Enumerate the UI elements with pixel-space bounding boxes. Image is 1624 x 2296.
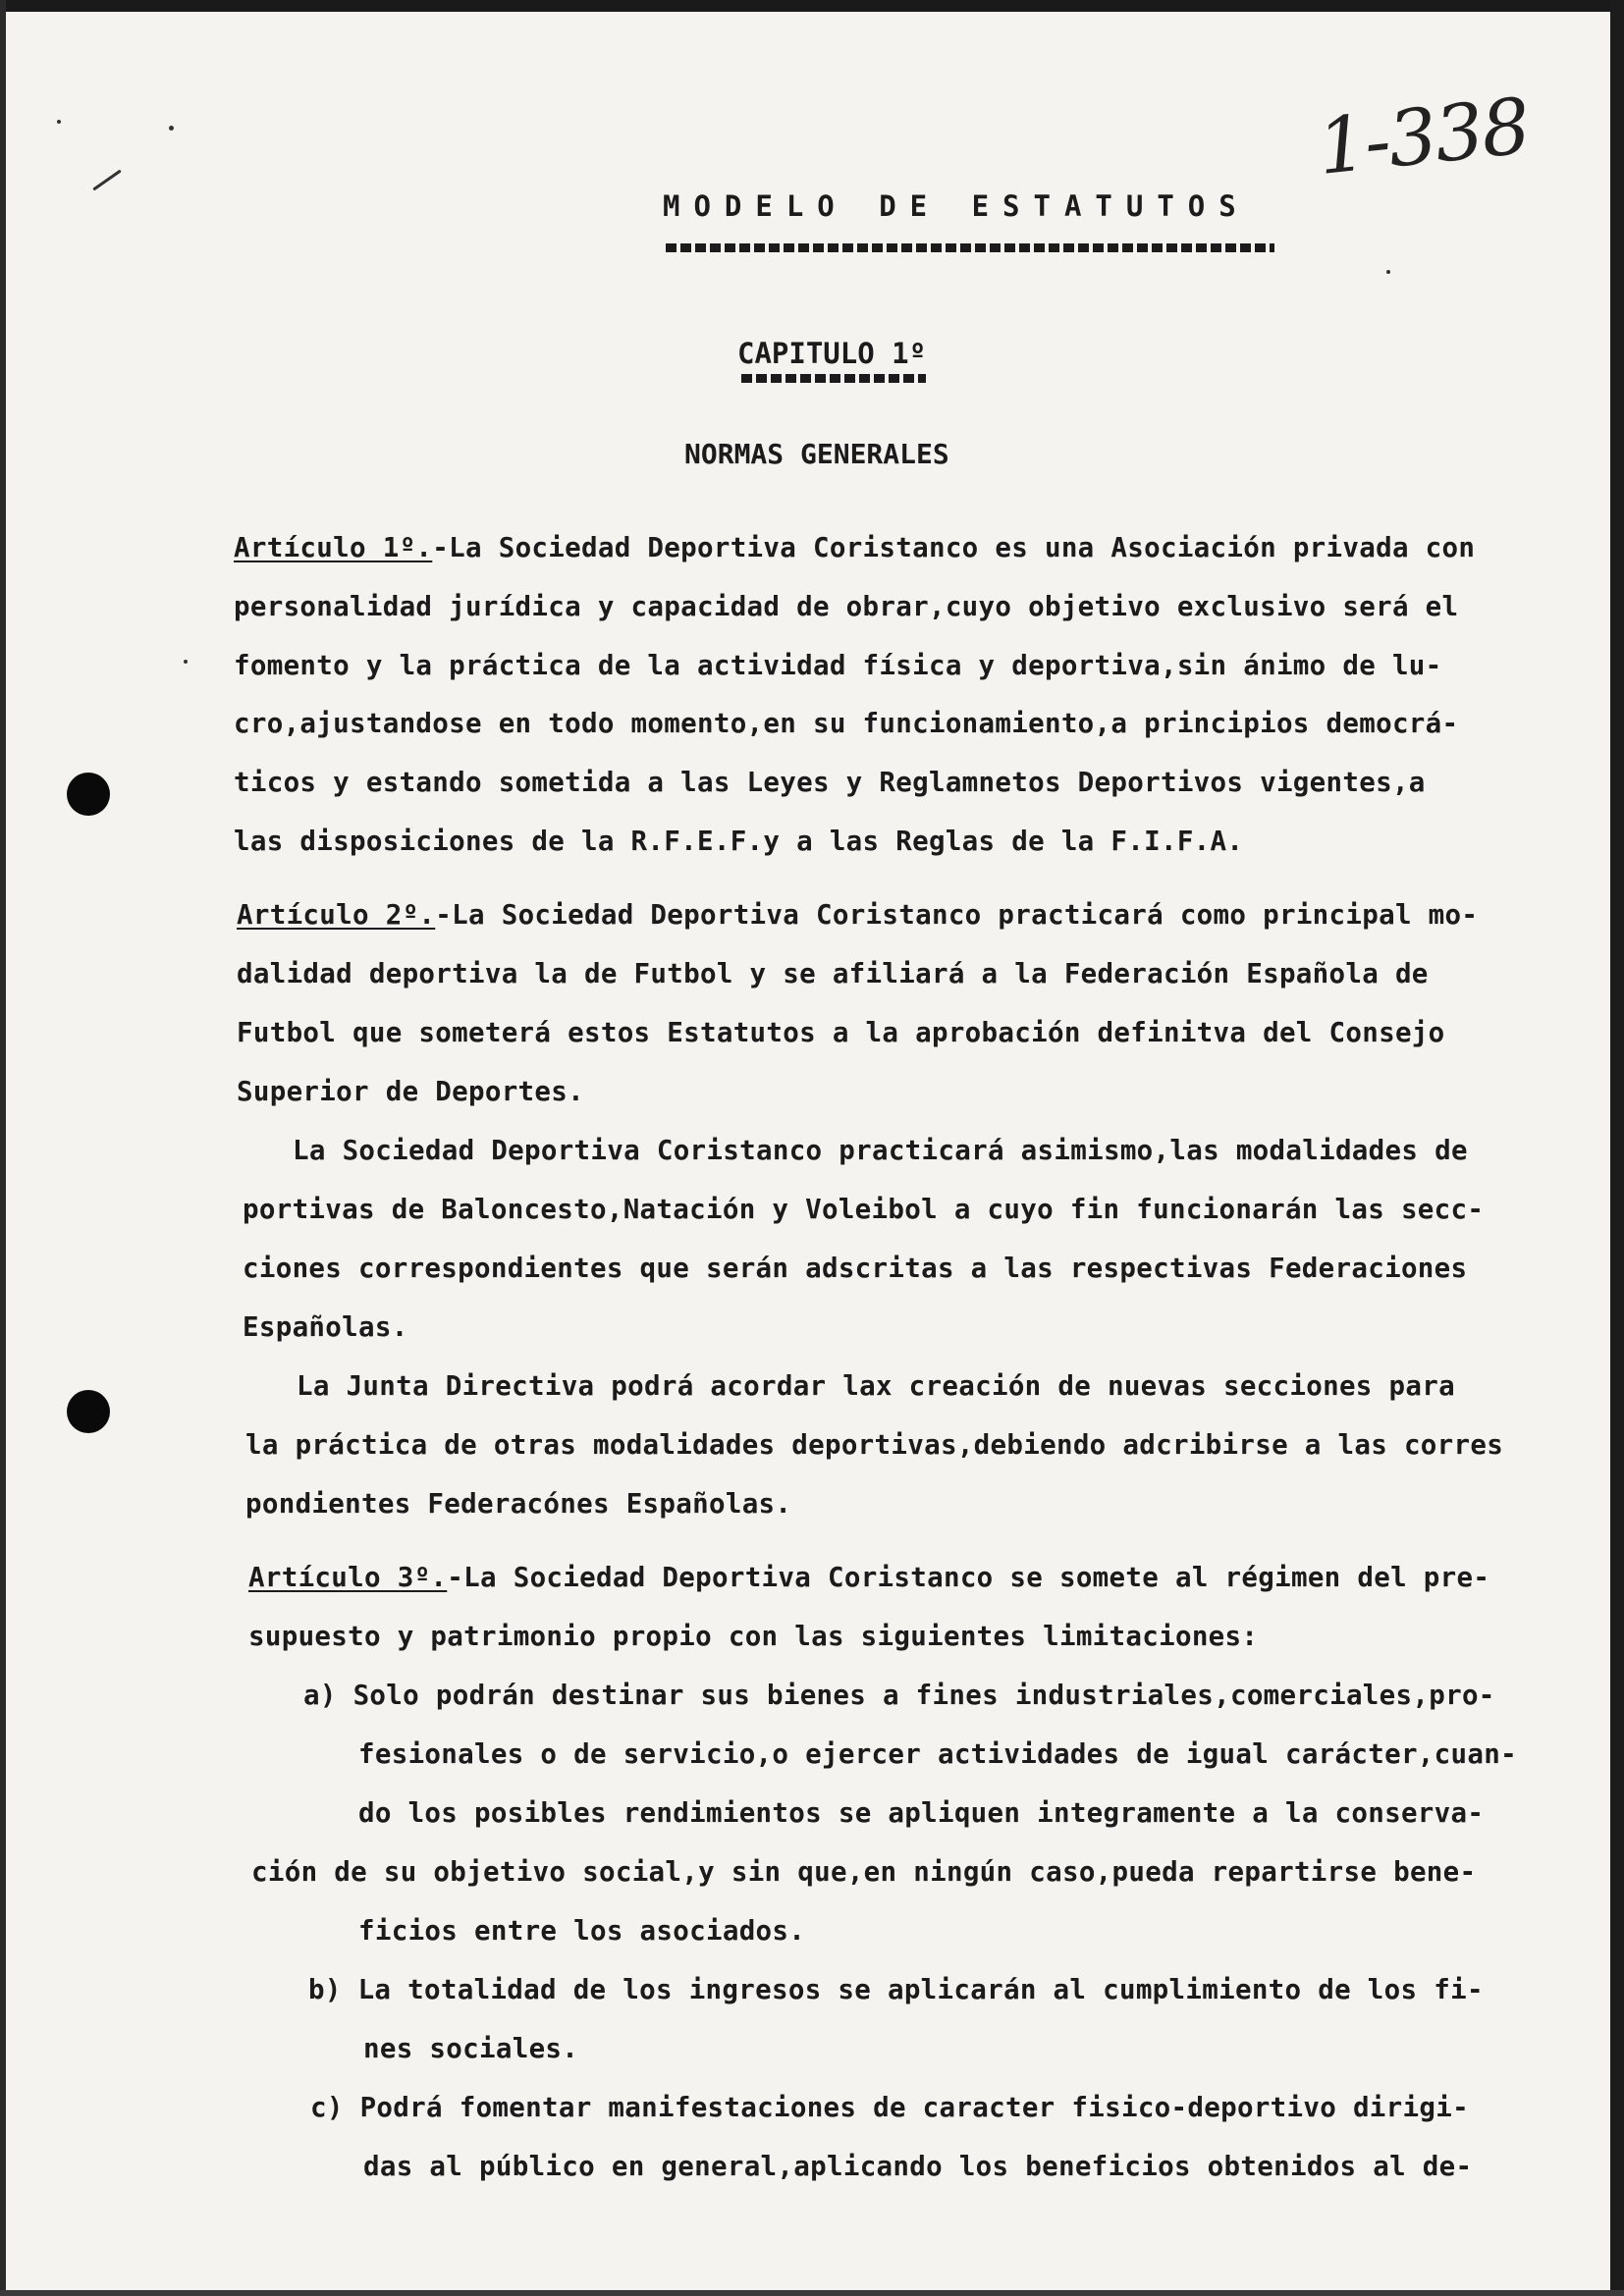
article-label: Artículo 1º.	[234, 532, 433, 563]
text-line: Artículo 3º.-La Sociedad Deportiva Coristanco se somete al régimen del pre-	[248, 1562, 1490, 1593]
text-line: ticos y estando sometida a las Leyes y Reglamnetos Deportivos vigentes,a	[234, 767, 1426, 798]
text-line: supuesto y patrimonio propio con las siguientes limitaciones:	[248, 1621, 1259, 1652]
list-item-line: c) Podrá fomentar manifestaciones de caracter fisico-deportivo dirigi-	[310, 2092, 1469, 2123]
text-line: cro,ajustandose en todo momento,en su funcionamiento,a principios democrá-	[234, 708, 1459, 739]
text-line: portivas de Baloncesto,Natación y Voleibol a cuyo fin funcionarán las secc-	[243, 1194, 1485, 1225]
punch-hole-bottom	[67, 1390, 110, 1433]
text-line: La Junta Directiva podrá acordar lax creación de nuevas secciones para	[297, 1370, 1455, 1402]
text-line: Artículo 1º.-La Sociedad Deportiva Coristanco es una Asociación privada con	[234, 532, 1476, 563]
scan-speck	[57, 120, 61, 124]
text-line: Artículo 2º.-La Sociedad Deportiva Coristanco practicará como principal mo-	[237, 899, 1479, 931]
section-heading: NORMAS GENERALES	[684, 438, 949, 470]
scan-edge-top	[0, 0, 1624, 12]
text-line: la práctica de otras modalidades deportivas,debiendo adcribirse a las corres	[245, 1429, 1504, 1461]
list-item-line: b) La totalidad de los ingresos se aplicarán al cumplimiento de los fi-	[308, 1974, 1484, 2005]
article-label: Artículo 2º.	[237, 899, 436, 931]
text-line: nes sociales.	[363, 2033, 579, 2064]
list-item-line: a) Solo podrán destinar sus bienes a fines industriales,comerciales,pro-	[303, 1680, 1495, 1711]
text-line: ción de su objetivo social,y sin que,en ningún caso,pueda repartirse bene-	[251, 1856, 1477, 1888]
text-line: das al público en general,aplicando los beneficios obtenidos al de-	[363, 2151, 1473, 2182]
text-line: fesionales o de servicio,o ejercer actividades de igual carácter,cuan-	[358, 1738, 1517, 1770]
title-rule	[666, 243, 1274, 252]
text-line: Superior de Deportes.	[237, 1076, 584, 1107]
handwritten-document-number: 1-338	[1313, 82, 1533, 192]
document-title: MODELO DE ESTATUTOS	[663, 189, 1250, 223]
text-line: ciones correspondientes que serán adscritas a las respectivas Federaciones	[243, 1253, 1468, 1284]
text-line: do los posibles rendimientos se apliquen integramente a la conserva-	[358, 1797, 1485, 1829]
scan-edge-bottom	[0, 2290, 1624, 2296]
scan-edge-left	[0, 0, 6, 2296]
scan-edge-right	[1610, 0, 1624, 2296]
text-line: dalidad deportiva la de Futbol y se afiliará a la Federación Española de	[237, 958, 1429, 989]
scan-speck	[169, 126, 174, 131]
chapter-heading: CAPITULO 1º	[737, 337, 927, 370]
text-line: ficios entre los asociados.	[358, 1915, 806, 1947]
article-label: Artículo 3º.	[248, 1562, 448, 1593]
chapter-rule	[741, 374, 926, 383]
punch-hole-top	[67, 773, 110, 816]
scan-speck	[1386, 270, 1390, 274]
text-line: Españolas.	[243, 1311, 408, 1343]
text-line: pondientes Federacónes Españolas.	[245, 1488, 792, 1520]
scan-mark	[92, 170, 122, 191]
text-line: fomento y la práctica de la actividad física y deportiva,sin ánimo de lu-	[234, 650, 1442, 681]
text-line: las disposiciones de la R.F.E.F.y a las Reglas de la F.I.F.A.	[234, 826, 1244, 857]
text-line: La Sociedad Deportiva Coristanco practicará asimismo,las modalidades de	[293, 1135, 1468, 1166]
scan-speck	[184, 660, 188, 664]
text-line: personalidad jurídica y capacidad de obrar,cuyo objetivo exclusivo será el	[234, 591, 1459, 622]
text-line: Futbol que someterá estos Estatutos a la aprobación definitva del Consejo	[237, 1017, 1445, 1048]
